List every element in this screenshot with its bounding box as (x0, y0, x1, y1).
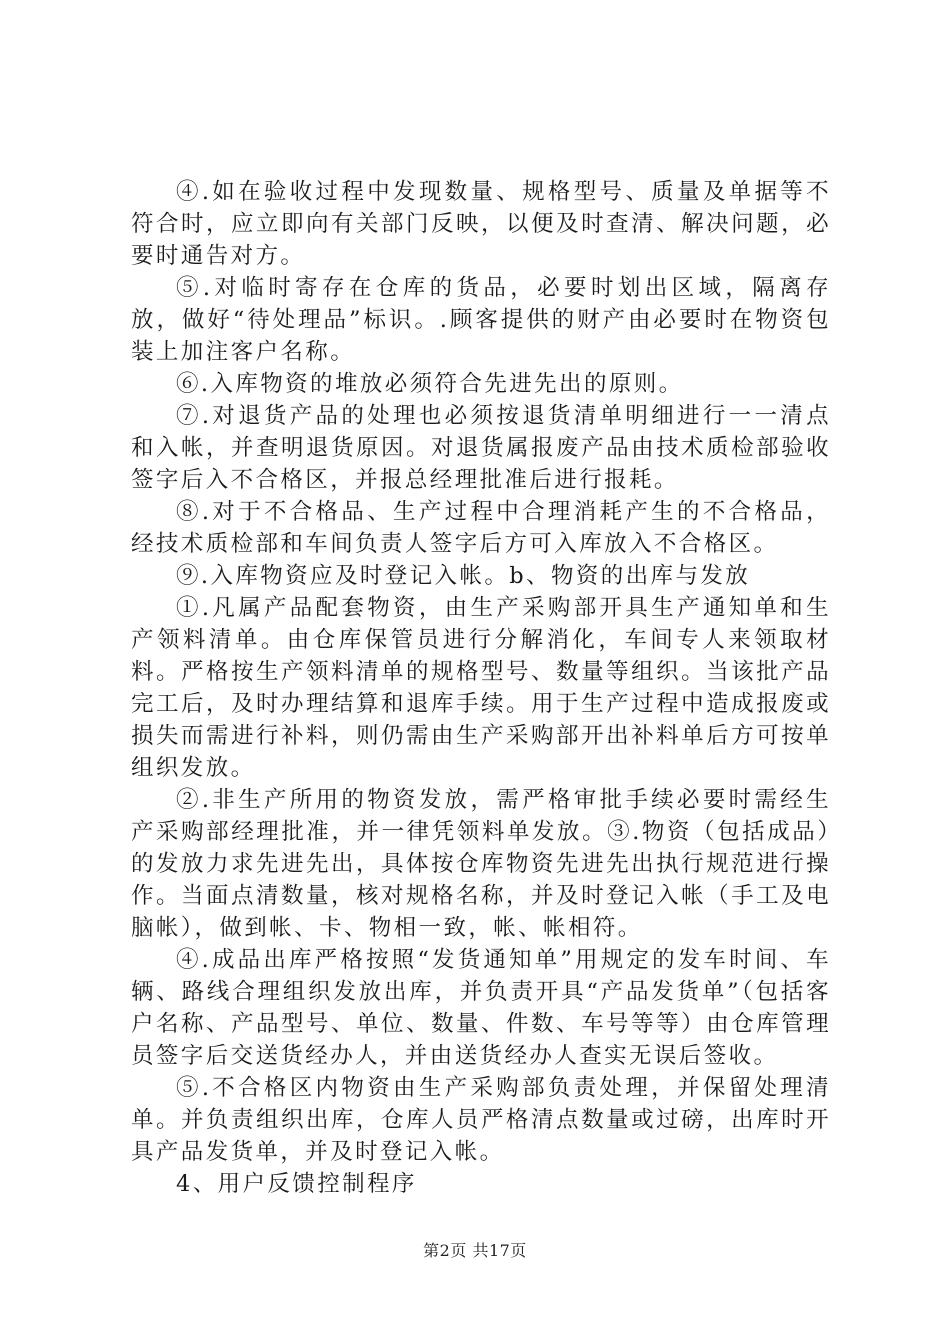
paragraph-registration: ⑨.入库物资应及时登记入帐。b、物资的出库与发放 (176, 563, 751, 589)
paragraph-nonconforming-area: ⑤.不合格区内物资由生产采购部负责处理，并保留处理清单。并负责组织出库，仓库人员严格清点数量或过磅，出库时开具产品发货单，并及时登记入帐。 (131, 1075, 831, 1165)
paragraph-non-production-issue: ②.非生产所用的物资发放，需严格审批手续必要时需经生产采购部经理批准，并一律凭领料单发放。③.物资（包括成品）的发放力求先进先出，具体按仓库物资先进先出执行规范进行操作。当面点清数量，核对规格名称，并及时登记入帐（手工及电脑帐），做到帐、卡、物相一致，帐、帐相符。 (131, 787, 831, 941)
paragraph-fifo-stacking: ⑥.入库物资的堆放必须符合先进先出的原则。 (176, 371, 684, 397)
paragraph-production-materials: ①.凡属产品配套物资，由生产采购部开具生产通知单和生产领料清单。由仓库保管员进行分解消化，车间专人来领取材料。严格按生产领料清单的规格型号、数量等组织。当该批产品完工后，及时办理结算和退库手续。用于生产过程中造成报废或损失而需进行补料，则仍需由生产采购部开出补料单后方可按单组织发放。 (131, 595, 831, 781)
paragraph-nonconforming-goods: ⑧.对于不合格品、生产过程中合理消耗产生的不合格品，经技术质检部和车间负责人签字后方可入库放入不合格区。 (131, 499, 831, 557)
paragraph-inspection-discrepancy: ④.如在验收过程中发现数量、规格型号、质量及单据等不符合时，应立即向有关部门反映，以便及时查清、解决问题，必要时通告对方。 (131, 179, 831, 269)
paragraph-returned-goods: ⑦.对退货产品的处理也必须按退货清单明细进行一一清点和入帐，并查明退货原因。对退货属报废产品由技术质检部验收签字后入不合格区，并报总经理批准后进行报耗。 (131, 403, 831, 493)
page-footer (0, 1241, 950, 1261)
document-body (131, 176, 831, 1200)
section-heading-user-feedback: 4、用户反馈控制程序 (176, 1171, 417, 1197)
page-number-label: 第2页 共17页 (423, 1241, 527, 1260)
paragraph-temporary-storage: ⑤.对临时寄存在仓库的货品，必要时划出区域，隔离存放，做好“待处理品”标识。.顾客提供的财产由必要时在物资包装上加注客户名称。 (131, 275, 831, 365)
paragraph-finished-goods-shipping: ④.成品出库严格按照“发货通知单”用规定的发车时间、车辆、路线合理组织发放出库，并负责开具“产品发货单”（包括客户名称、产品型号、单位、数量、件数、车号等等）由仓库管理员签字后交送货经办人，并由送货经办人查实无误后签收。 (131, 947, 831, 1069)
